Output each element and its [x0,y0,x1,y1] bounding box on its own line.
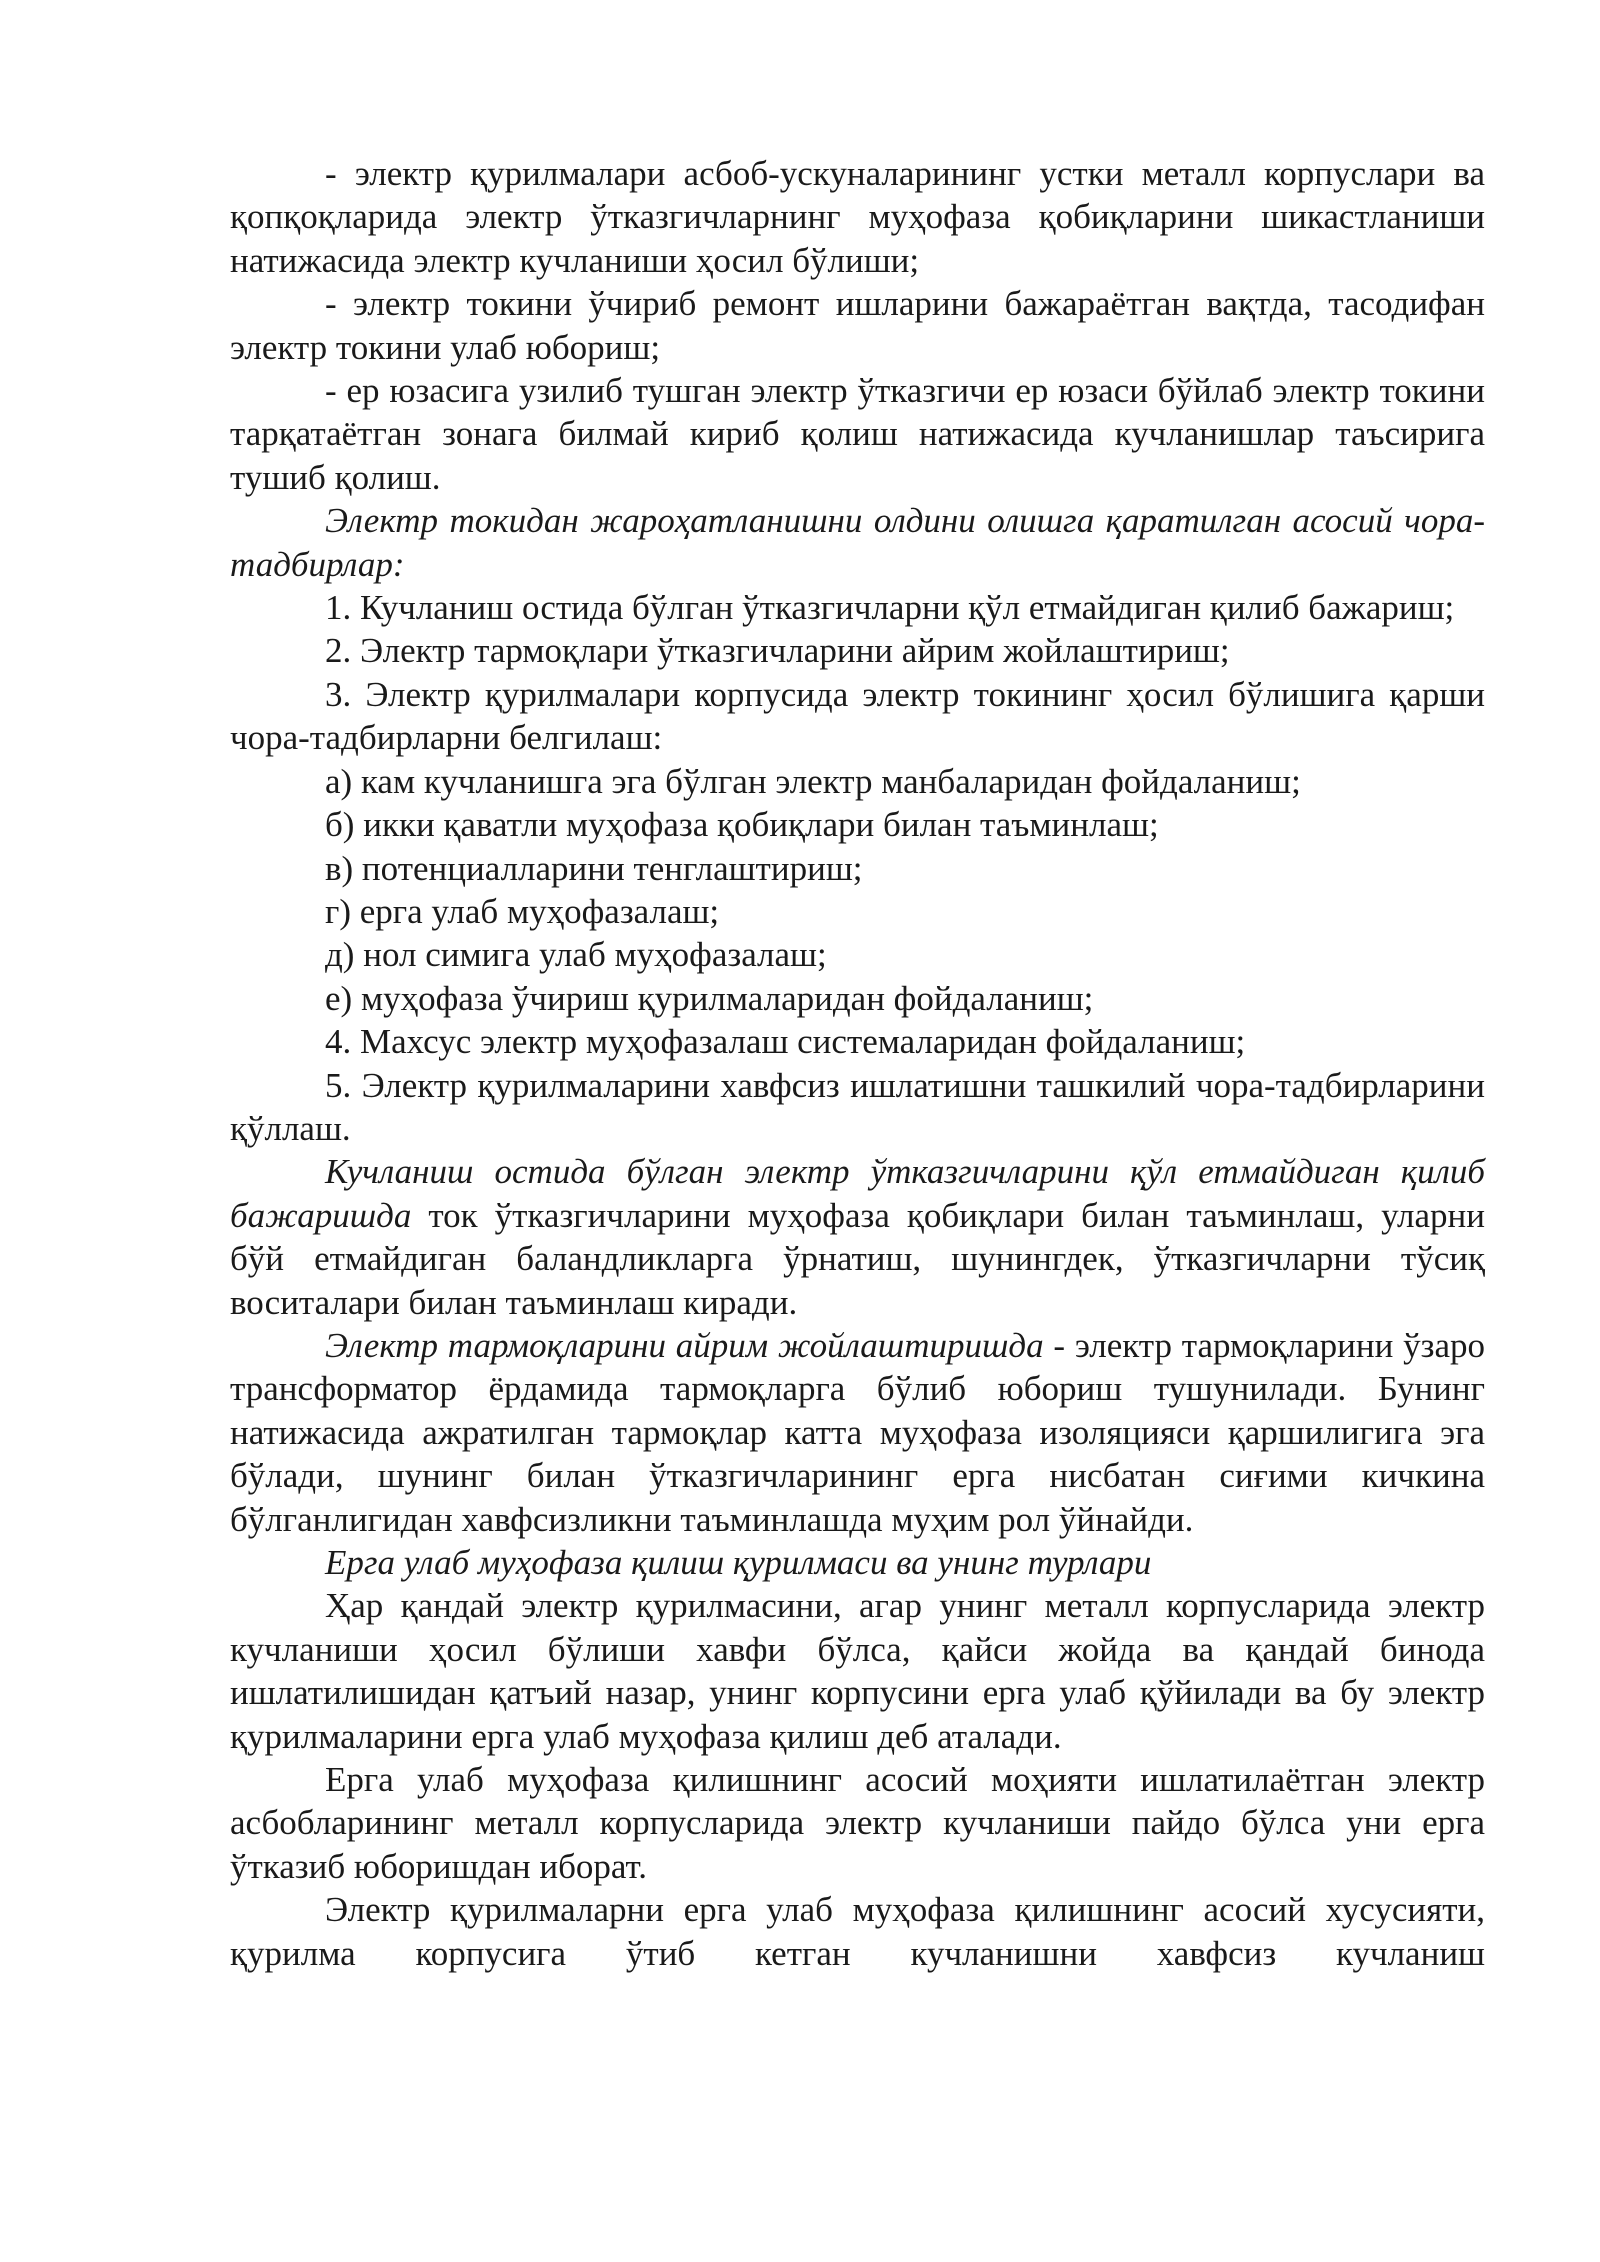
section-heading-measures: Электр токидан жароҳатланишни олдини олишга қаратилган асосий чора-тадбирлар: [230,501,1485,584]
paragraph-body: ток ўтказгичларини муҳофаза қобиқлари билан таъминлаш, уларни бўй етмайдиган баландликларга ўрнатиш, шунингдек, ўтказгичларни тўсиқ воситалари билан таъминлаш киради. [230,1195,1485,1322]
list-item-1: 1. Кучланиш остида бўлган ўтказгичларни қўл етмайдиган қилиб бажариш; [325,588,1455,628]
list-item-2: 2. Электр тармоқлари ўтказгичларини айрим жойлаштириш; [325,631,1230,671]
paragraph-conductors [230,1150,1485,1324]
section-heading-grounding: Ерга улаб муҳофаза қилиш қурилмаси ва унинг турлари [325,1543,1152,1582]
italic-lead: Кучланиш остида бўлган электр ўтказгичларини қўл етмайдиган қилиб бажаришда [230,1152,1485,1235]
document-page [230,152,1485,1975]
paragraph-grounding-2: Ерга улаб муҳофаза қилишнинг асосий моҳияти ишлатилаётган электр асбобларининг металл корпусларида электр кучланиши пайдо бўлса уни ерга ўтказиб юборишдан иборат. [230,1760,1485,1886]
sub-item-g: г) ерга улаб муҳофазалаш; [325,891,720,931]
paragraph-body: - электр тармоқларини ўзаро трансформатор ёрдамида тармоқларга бўлиб юбориш тушунилади. Бунинг натижасида ажратилган тармоқлар катта муҳофаза изоляцияси қаршилигига эга бўлади, шунинг билан ўтказгичларининг ерга нисбатан сиғими кичкина бўлганлигидан хавфсизликни таъминлашда муҳим рол ўйнайди. [230,1325,1485,1539]
list-item-4: 4. Махсус электр муҳофазалаш системаларидан фойдаланиш; [325,1022,1246,1062]
sub-item-b: б) икки қаватли муҳофаза қобиқлари билан таъминлаш; [325,805,1159,845]
sub-item-v: в) потенциалларини тенглаштириш; [325,848,863,888]
sub-item-e: е) муҳофаза ўчириш қурилмаларидан фойдаланиш; [325,978,1094,1018]
italic-lead: Электр тармоқларини айрим жойлаштиришда [325,1325,1044,1365]
paragraph-3: - ер юзасига узилиб тушган электр ўтказгичи ер юзаси бўйлаб электр токини тарқатаётган зонага билмай кириб қолиш натижасида кучланишлар таъсирига тушиб қолиш. [230,371,1485,497]
paragraph-1: - электр қурилмалари асбоб-ускуналарининг устки металл корпуслари ва қопқоқларида электр ўтказгичларнинг муҳофаза қобиқларини шикастланиши натижасида электр кучланиши ҳосил бўлиши; [230,154,1485,280]
sub-item-a: а) кам кучланишга эга бўлган электр манбаларидан фойдаланиш; [325,761,1301,801]
sub-item-d: д) нол симига улаб муҳофазалаш; [325,935,827,975]
list-item-3: 3. Электр қурилмалари корпусида электр токининг ҳосил бўлишига қарши чора-тадбирларни белгилаш: [230,674,1485,758]
paragraph-2: - электр токини ўчириб ремонт ишларини бажараётган вақтда, тасодифан электр токини улаб юбориш; [230,284,1485,367]
paragraph-grounding-3: Электр қурилмаларни ерга улаб муҳофаза қилишнинг асосий хусусияти, қурилма корпусига ўтиб кетган кучланишни хавфсиз кучланиш [230,1890,1485,1973]
paragraph-grounding-1: Ҳар қандай электр қурилмасини, агар унинг металл корпусларида электр кучланиши ҳосил бўлиши хавфи бўлса, қайси жойда ва қандай бинода ишлатилишидан қатъий назар, унинг корпусини ерга улаб қўйилади ва бу электр қурилмаларини ерга улаб муҳофаза қилиш деб аталади. [230,1586,1485,1756]
list-item-5: 5. Электр қурилмаларини хавфсиз ишлатишни ташкилий чора-тадбирларини қўллаш. [230,1065,1485,1148]
paragraph-networks [230,1324,1485,1541]
